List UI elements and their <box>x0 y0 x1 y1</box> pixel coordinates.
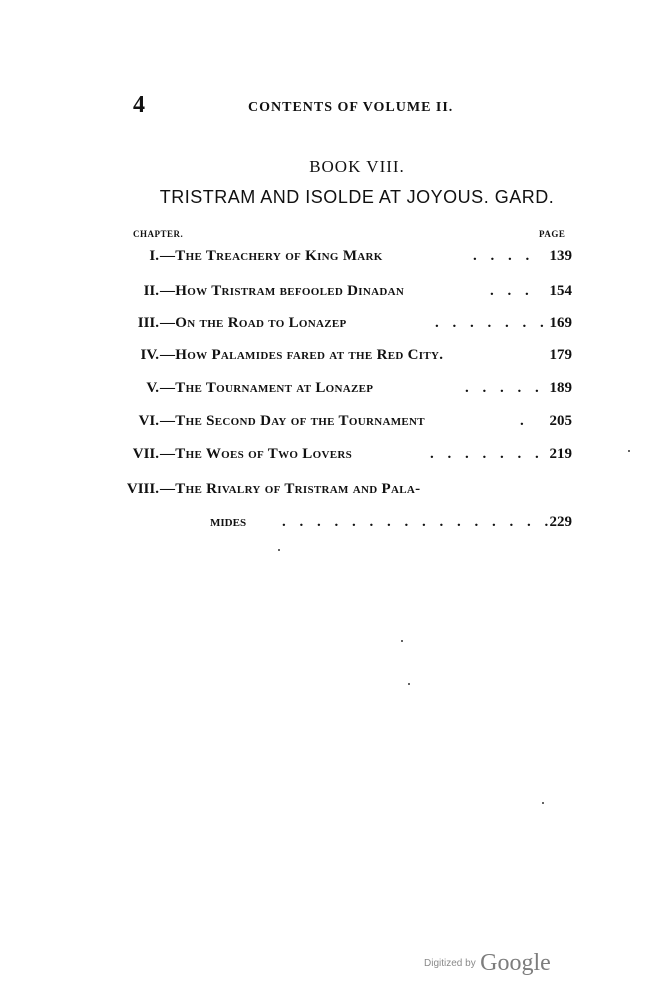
dot-leader: . . . . . <box>465 380 544 396</box>
toc-row <box>100 413 572 435</box>
chapter-number: II. <box>143 283 159 299</box>
chapter-title: —The Second Day of the Tournament <box>160 413 425 429</box>
chapter-number: VI. <box>138 413 159 429</box>
toc-row <box>100 446 572 468</box>
chapter-page: 154 <box>549 283 572 299</box>
chapter-title-continuation: mides <box>210 514 247 530</box>
dot-leader: . <box>520 413 529 429</box>
dot-leader: . . . <box>490 283 534 299</box>
chapter-column-header: CHAPTER. <box>133 229 184 239</box>
page-column-header: PAGE <box>539 229 566 239</box>
running-head: CONTENTS OF VOLUME II. <box>248 100 454 115</box>
book-subtitle: TRISTRAM AND ISOLDE AT JOYOUS. GARD. <box>159 187 555 207</box>
chapter-title: —The Woes of Two Lovers <box>160 446 353 462</box>
chapter-title: —On the Road to Lonazep <box>160 315 347 331</box>
chapter-number: VIII. <box>126 481 159 497</box>
chapter-number: VII. <box>132 446 159 462</box>
chapter-title: —The Tournament at Lonazep <box>160 380 374 396</box>
dot-leader: . . . . . . . <box>430 446 544 462</box>
chapter-page: 219 <box>549 446 572 462</box>
toc-row <box>100 347 572 369</box>
google-logo: Google <box>480 950 551 976</box>
chapter-title: —The Treachery of King Mark <box>160 248 383 264</box>
chapter-number: IV. <box>140 347 159 363</box>
toc-continuation-row <box>210 514 572 536</box>
dot-leader: . . . . . . . . . . . . . . . . <box>282 514 554 530</box>
scan-speck <box>628 450 630 452</box>
chapter-number: III. <box>137 315 159 331</box>
chapter-number: I. <box>149 248 159 264</box>
toc-row <box>100 481 572 503</box>
digitized-watermark <box>424 950 551 977</box>
chapter-page: 229 <box>549 514 572 530</box>
chapter-title: —How Palamides fared at the Red City. <box>160 347 444 363</box>
scan-speck <box>278 549 280 551</box>
toc-row <box>100 380 572 402</box>
chapter-page: 139 <box>549 248 572 264</box>
dot-leader: . . . . . . . <box>435 315 549 331</box>
chapter-page: 205 <box>549 413 572 429</box>
chapter-title: —How Tristram befooled Dinadan <box>160 283 405 299</box>
watermark-caption: Digitized by <box>424 958 476 969</box>
chapter-page: 179 <box>549 347 572 363</box>
chapter-title: —The Rivalry of Tristram and Pala- <box>160 481 421 497</box>
chapter-page: 189 <box>549 380 572 396</box>
scan-speck <box>408 683 410 685</box>
scan-speck <box>542 802 544 804</box>
toc-row <box>100 315 572 337</box>
page-number: 4 <box>133 92 145 118</box>
toc-row <box>100 283 572 305</box>
scan-speck <box>401 640 403 642</box>
chapter-number: V. <box>146 380 159 396</box>
dot-leader: . . . . <box>473 248 535 264</box>
chapter-page: 169 <box>549 315 572 331</box>
toc-row <box>100 248 572 270</box>
book-title: BOOK VIII. <box>309 157 405 176</box>
